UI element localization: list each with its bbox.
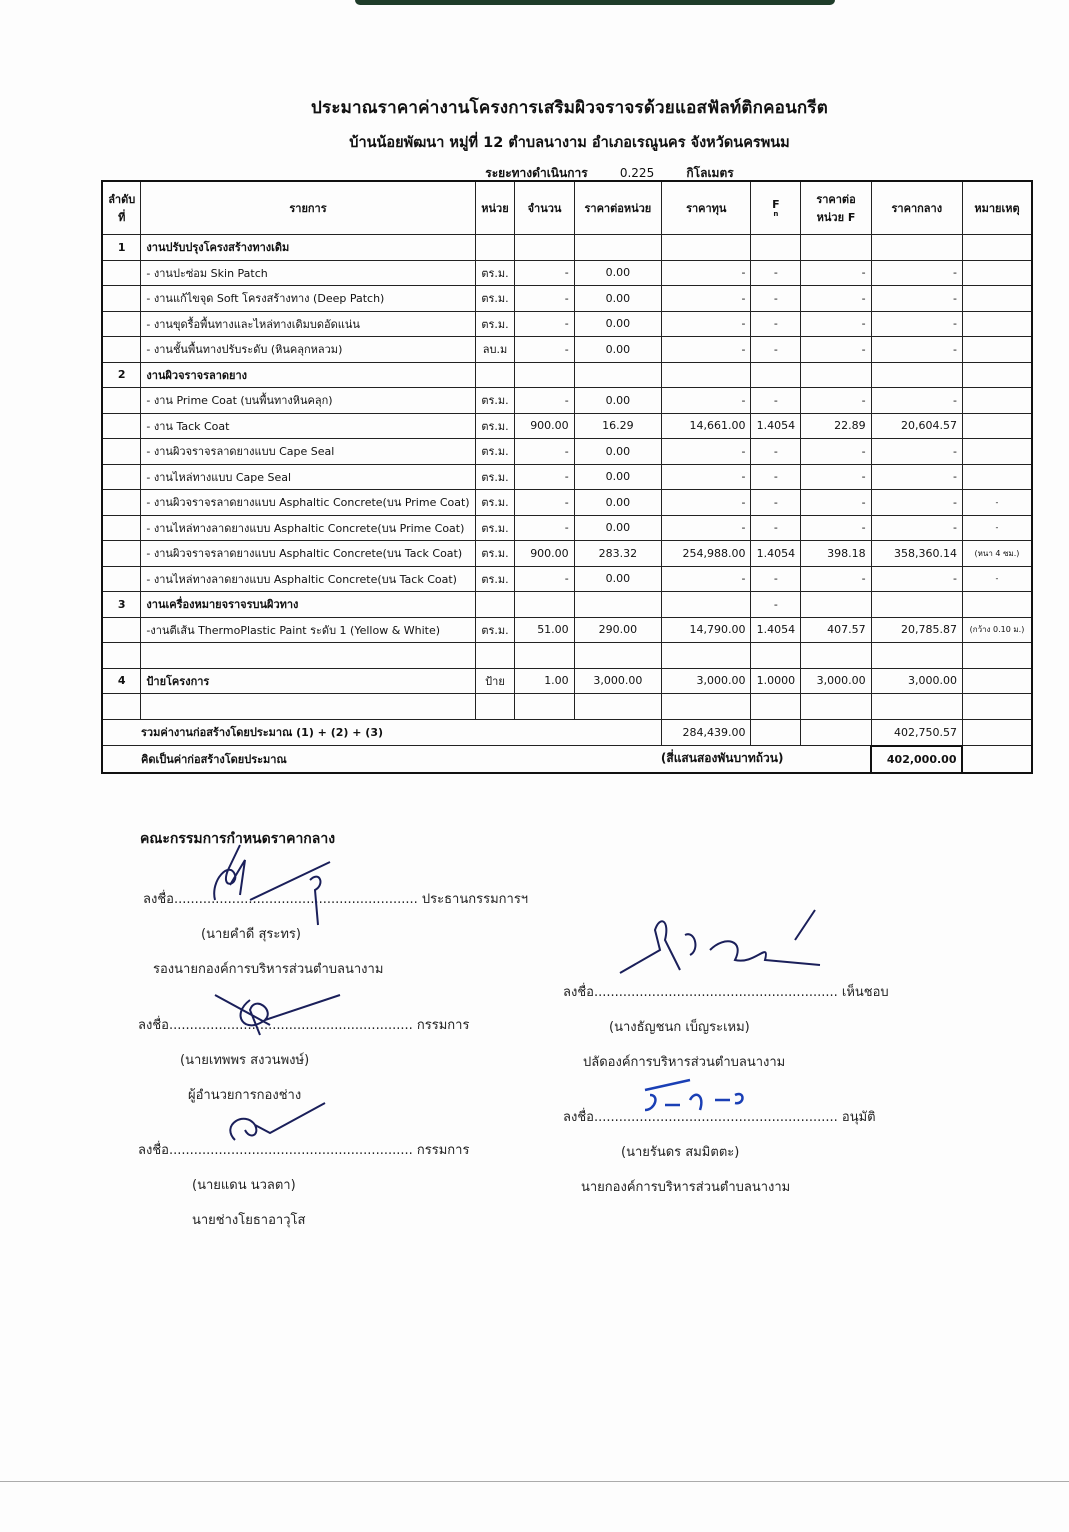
row-median: 20,604.57 (871, 413, 962, 439)
row-unit-price: 0.00 (574, 566, 661, 592)
final-amount: 402,000.00 (871, 746, 962, 773)
name-approver-2: (นายรันดร สมมิตตะ) (621, 1145, 740, 1160)
scan-edge-top (355, 0, 835, 5)
row-unit-price: 0.00 (574, 388, 661, 414)
total-row (102, 719, 1032, 746)
row-no (102, 490, 141, 516)
row-factor: 1.4054 (751, 617, 801, 643)
row-factor (751, 235, 801, 261)
row-no (102, 439, 141, 465)
row-item: - งานผิวจราจรลาดยางแบบ Asphaltic Concrete(บน Tack Coat) (141, 541, 475, 567)
row-factor: - (751, 515, 801, 541)
row-price-f: - (801, 311, 871, 337)
row-unit-price (574, 362, 661, 388)
table-section-row (102, 668, 1032, 694)
position-member-2: นายช่างโยธาอาวุโส (192, 1213, 306, 1228)
row-cost: - (662, 286, 751, 312)
row-unit: ตร.ม. (475, 388, 515, 414)
row-qty: 1.00 (515, 668, 574, 694)
row-median (871, 694, 962, 720)
final-label: คิดเป็นค่าก่อสร้างโดยประมาณ (102, 746, 574, 773)
table-header-row (102, 181, 1032, 235)
row-unit-price: 0.00 (574, 311, 661, 337)
final-words: (สี่แสนสองพันบาทถ้วน) (574, 746, 871, 773)
row-unit-price: 283.32 (574, 541, 661, 567)
row-unit: ตร.ม. (475, 464, 515, 490)
row-no (102, 643, 141, 669)
name-chairman: (นายคำดี สุระทร) (201, 927, 301, 942)
row-factor: - (751, 388, 801, 414)
row-qty: 900.00 (515, 541, 574, 567)
table-row (102, 413, 1032, 439)
role-member-1: กรรมการ (416, 1018, 470, 1033)
row-qty: - (515, 388, 574, 414)
table-row (102, 439, 1032, 465)
position-approver-1: ปลัดองค์การบริหารส่วนตำบลนางาม (583, 1055, 786, 1070)
row-qty: - (515, 490, 574, 516)
row-qty (515, 235, 574, 261)
row-cost: - (662, 439, 751, 465)
table-row (102, 515, 1032, 541)
signature-ink-approver-1 (615, 905, 835, 985)
row-qty: - (515, 260, 574, 286)
row-cost (662, 694, 751, 720)
row-unit-price: 0.00 (574, 260, 661, 286)
row-factor: - (751, 260, 801, 286)
role-member-2: กรรมการ (416, 1143, 470, 1158)
row-factor: - (751, 566, 801, 592)
row-item: - งานไหล่ทางลาดยางแบบ Asphaltic Concrete(บน Tack Coat) (141, 566, 475, 592)
row-item: - งานชั้นพื้นทางปรับระดับ (หินคลุกหลวม) (141, 337, 475, 363)
row-qty: 900.00 (515, 413, 574, 439)
total-label: รวมค่างานก่อสร้างโดยประมาณ (1) + (2) + (3) (102, 719, 662, 746)
position-approver-2: นายกองค์การบริหารส่วนตำบลนางาม (581, 1180, 791, 1195)
table-row (102, 490, 1032, 516)
row-median: - (871, 464, 962, 490)
name-member-2: (นายแดน นวลตา) (192, 1178, 296, 1193)
row-remark: - (962, 515, 1032, 541)
row-unit: ลบ.ม (475, 337, 515, 363)
row-cost: - (662, 311, 751, 337)
row-unit: ตร.ม. (475, 541, 515, 567)
row-cost (662, 362, 751, 388)
row-unit-price: 3,000.00 (574, 668, 661, 694)
table-row (102, 260, 1032, 286)
row-remark (962, 362, 1032, 388)
row-remark (962, 260, 1032, 286)
row-qty (515, 643, 574, 669)
row-unit-price (574, 694, 661, 720)
row-item: - งานผิวจราจรลาดยางแบบ Asphaltic Concrete(บน Prime Coat) (141, 490, 475, 516)
row-qty: - (515, 286, 574, 312)
row-unit-price: 0.00 (574, 439, 661, 465)
signature-block-approver-2: ลงชื่อ........................................................... อนุมัติ (นายรันดร สมมิตตะ) นายกองค์การบริหารส่วนตำบลนางาม (563, 1110, 876, 1195)
row-price-f (801, 694, 871, 720)
row-price-f (801, 235, 871, 261)
row-remark (962, 286, 1032, 312)
row-remark (962, 337, 1032, 363)
role-approver-2: อนุมัติ (841, 1110, 876, 1125)
row-remark (962, 311, 1032, 337)
row-cost (662, 235, 751, 261)
row-item: - งาน Tack Coat (141, 413, 475, 439)
header-price-per-unit-f: ราคาต่อ หน่วย F (801, 181, 871, 235)
row-median: - (871, 286, 962, 312)
signature-block-approver-1: ลงชื่อ........................................................... เห็นชอบ (นางธัญชนก เบ็ญระเหม) ปลัดองค์การบริหารส่วนตำบลนางาม (563, 985, 889, 1070)
row-unit: ตร.ม. (475, 439, 515, 465)
row-median: - (871, 566, 962, 592)
row-no (102, 413, 141, 439)
header-unit-price: ราคาต่อหน่วย (574, 181, 661, 235)
distance-unit: กิโลเมตร (686, 166, 734, 180)
row-unit-price (574, 235, 661, 261)
row-factor: - (751, 311, 801, 337)
row-cost: - (662, 566, 751, 592)
table-row (102, 388, 1032, 414)
row-unit (475, 643, 515, 669)
row-factor: - (751, 337, 801, 363)
row-cost: - (662, 260, 751, 286)
row-price-f: 22.89 (801, 413, 871, 439)
row-factor: - (751, 490, 801, 516)
row-qty: - (515, 566, 574, 592)
row-cost: 254,988.00 (662, 541, 751, 567)
row-unit: ป้าย (475, 668, 515, 694)
row-median: - (871, 337, 962, 363)
row-no: 1 (102, 235, 141, 261)
row-factor (751, 694, 801, 720)
row-factor: 1.4054 (751, 541, 801, 567)
signature-block-member-1: ลงชื่อ........................................................... กรรมการ (นายเทพพร สงวนพงษ์) ผู้อำนวยการกองช่าง (138, 1018, 470, 1103)
row-qty: - (515, 311, 574, 337)
row-remark (962, 388, 1032, 414)
total-cost: 284,439.00 (662, 719, 751, 746)
committee-title: คณะกรรมการกำหนดราคากลาง (140, 831, 336, 847)
row-cost: - (662, 388, 751, 414)
row-cost: 14,790.00 (662, 617, 751, 643)
row-unit: ตร.ม. (475, 566, 515, 592)
row-price-f: 3,000.00 (801, 668, 871, 694)
header-median-price: ราคากลาง (871, 181, 962, 235)
row-cost: - (662, 337, 751, 363)
row-median: - (871, 515, 962, 541)
table-row (102, 566, 1032, 592)
table-section-row (102, 235, 1032, 261)
row-factor: - (751, 439, 801, 465)
row-price-f (801, 592, 871, 618)
position-chairman: รองนายกองค์การบริหารส่วนตำบลนางาม (153, 962, 384, 977)
row-item: - งานขุดรื้อพื้นทางและไหล่ทางเดิมบดอัดแน่น (141, 311, 475, 337)
row-qty: - (515, 337, 574, 363)
table-row (102, 286, 1032, 312)
row-no (102, 566, 141, 592)
row-unit-price: 16.29 (574, 413, 661, 439)
row-median: - (871, 388, 962, 414)
row-median: - (871, 260, 962, 286)
row-median: 20,785.87 (871, 617, 962, 643)
row-unit (475, 362, 515, 388)
row-no: 2 (102, 362, 141, 388)
row-price-f: - (801, 490, 871, 516)
row-qty (515, 694, 574, 720)
document-title: ประมาณราคาค่างานโครงการเสริมผิวจราจรด้วยแอสฟัลท์ติกคอนกรีต (311, 98, 828, 118)
row-unit: ตร.ม. (475, 617, 515, 643)
position-member-1: ผู้อำนวยการกองช่าง (188, 1088, 302, 1103)
table-row (102, 464, 1032, 490)
row-qty: 51.00 (515, 617, 574, 643)
row-no (102, 617, 141, 643)
row-median: - (871, 490, 962, 516)
document-location: บ้านน้อยพัฒนา หมู่ที่ 12 ตำบลนางาม อำเภอเรณูนคร จังหวัดนครพนม (349, 135, 790, 151)
row-cost (662, 592, 751, 618)
total-median: 402,750.57 (871, 719, 962, 746)
row-remark (962, 413, 1032, 439)
row-median (871, 643, 962, 669)
row-item: งานปรับปรุงโครงสร้างทางเดิม (141, 235, 475, 261)
row-item: - งานไหล่ทางแบบ Cape Seal (141, 464, 475, 490)
row-unit: ตร.ม. (475, 260, 515, 286)
row-item: - งานไหล่ทางลาดยางแบบ Asphaltic Concrete(บน Prime Coat) (141, 515, 475, 541)
scan-edge-bottom (0, 1481, 1069, 1482)
row-item: - งานผิวจราจรลาดยางแบบ Cape Seal (141, 439, 475, 465)
header-item: รายการ (141, 181, 475, 235)
document-header (0, 94, 1069, 183)
row-remark: - (962, 566, 1032, 592)
row-unit: ตร.ม. (475, 515, 515, 541)
row-remark (962, 464, 1032, 490)
row-price-f (801, 643, 871, 669)
row-item: ป้ายโครงการ (141, 668, 475, 694)
row-remark: - (962, 490, 1032, 516)
row-remark: (หนา 4 ซม.) (962, 541, 1032, 567)
row-unit-price: 0.00 (574, 337, 661, 363)
row-item: งานผิวจราจรลาดยาง (141, 362, 475, 388)
row-item: - งาน Prime Coat (บนพื้นทางหินคลุก) (141, 388, 475, 414)
row-unit-price: 0.00 (574, 286, 661, 312)
row-unit-price: 0.00 (574, 490, 661, 516)
row-no: 4 (102, 668, 141, 694)
row-remark (962, 694, 1032, 720)
row-cost: - (662, 515, 751, 541)
row-no (102, 541, 141, 567)
row-factor: - (751, 286, 801, 312)
row-no (102, 388, 141, 414)
estimate-table (101, 180, 1033, 774)
row-item: งานเครื่องหมายจราจรบนผิวทาง (141, 592, 475, 618)
row-unit (475, 592, 515, 618)
row-factor: - (751, 464, 801, 490)
row-factor (751, 643, 801, 669)
row-qty (515, 592, 574, 618)
row-item (141, 694, 475, 720)
row-cost: - (662, 464, 751, 490)
signature-block-member-2: ลงชื่อ........................................................... กรรมการ (นายแดน นวลตา) นายช่างโยธาอาวุโส (138, 1143, 470, 1228)
row-no (102, 464, 141, 490)
header-factor: F n (751, 181, 801, 235)
row-price-f: - (801, 464, 871, 490)
table-row (102, 643, 1032, 669)
header-remark: หมายเหตุ (962, 181, 1032, 235)
row-qty: - (515, 515, 574, 541)
row-price-f: - (801, 566, 871, 592)
row-item: -งานตีเส้น ThermoPlastic Paint ระดับ 1 (Yellow & White) (141, 617, 475, 643)
row-price-f: - (801, 515, 871, 541)
row-median (871, 592, 962, 618)
table-row (102, 617, 1032, 643)
header-no: ลำดับ ที่ (102, 181, 141, 235)
row-cost (662, 643, 751, 669)
table-row (102, 311, 1032, 337)
row-unit-price: 0.00 (574, 464, 661, 490)
row-unit: ตร.ม. (475, 311, 515, 337)
header-qty: จำนวน (515, 181, 574, 235)
table-row (102, 541, 1032, 567)
row-median: 358,360.14 (871, 541, 962, 567)
row-price-f: - (801, 286, 871, 312)
row-no (102, 337, 141, 363)
row-price-f: - (801, 388, 871, 414)
role-approver-1: เห็นชอบ (841, 985, 889, 1000)
role-chairman: ประธานกรรมการฯ (421, 892, 529, 907)
row-unit-price: 0.00 (574, 515, 661, 541)
row-median (871, 362, 962, 388)
row-qty (515, 362, 574, 388)
row-unit-price (574, 643, 661, 669)
final-row (102, 746, 1032, 773)
row-price-f: - (801, 260, 871, 286)
row-unit: ตร.ม. (475, 490, 515, 516)
row-factor: - (751, 592, 801, 618)
row-no: 3 (102, 592, 141, 618)
row-median: - (871, 439, 962, 465)
signature-block-chairman: ลงชื่อ........................................................... ประธานกรรมการฯ (นายคำดี สุระทร) รองนายกองค์การบริหารส่วนตำบลนางาม (143, 892, 529, 977)
row-median: 3,000.00 (871, 668, 962, 694)
row-factor: 1.0000 (751, 668, 801, 694)
row-remark (962, 439, 1032, 465)
row-unit (475, 694, 515, 720)
row-no (102, 311, 141, 337)
row-item: - งานปะซ่อม Skin Patch (141, 260, 475, 286)
table-section-row (102, 362, 1032, 388)
row-cost: - (662, 490, 751, 516)
table-row (102, 337, 1032, 363)
row-median: - (871, 311, 962, 337)
row-no (102, 694, 141, 720)
row-unit (475, 235, 515, 261)
table-section-row (102, 592, 1032, 618)
name-member-1: (นายเทพพร สงวนพงษ์) (180, 1053, 310, 1068)
row-price-f: - (801, 337, 871, 363)
row-no (102, 286, 141, 312)
row-unit: ตร.ม. (475, 413, 515, 439)
row-item (141, 643, 475, 669)
row-qty: - (515, 464, 574, 490)
row-remark: (กว้าง 0.10 ม.) (962, 617, 1032, 643)
row-no (102, 515, 141, 541)
distance-label: ระยะทางดำเนินการ (485, 166, 588, 180)
header-unit: หน่วย (475, 181, 515, 235)
name-approver-1: (นางธัญชนก เบ็ญระเหม) (609, 1020, 750, 1035)
row-remark (962, 668, 1032, 694)
row-unit-price: 290.00 (574, 617, 661, 643)
distance-value: 0.225 (619, 166, 655, 180)
header-cost: ราคาทุน (662, 181, 751, 235)
table-row (102, 694, 1032, 720)
row-price-f (801, 362, 871, 388)
row-remark (962, 592, 1032, 618)
row-price-f: 407.57 (801, 617, 871, 643)
row-unit: ตร.ม. (475, 286, 515, 312)
row-qty: - (515, 439, 574, 465)
row-item: - งานแก้ไขจุด Soft โครงสร้างทาง (Deep Patch) (141, 286, 475, 312)
row-factor: 1.4054 (751, 413, 801, 439)
row-no (102, 260, 141, 286)
row-cost: 3,000.00 (662, 668, 751, 694)
row-unit-price (574, 592, 661, 618)
row-price-f: 398.18 (801, 541, 871, 567)
row-cost: 14,661.00 (662, 413, 751, 439)
row-median (871, 235, 962, 261)
row-remark (962, 235, 1032, 261)
row-remark (962, 643, 1032, 669)
row-price-f: - (801, 439, 871, 465)
row-factor (751, 362, 801, 388)
